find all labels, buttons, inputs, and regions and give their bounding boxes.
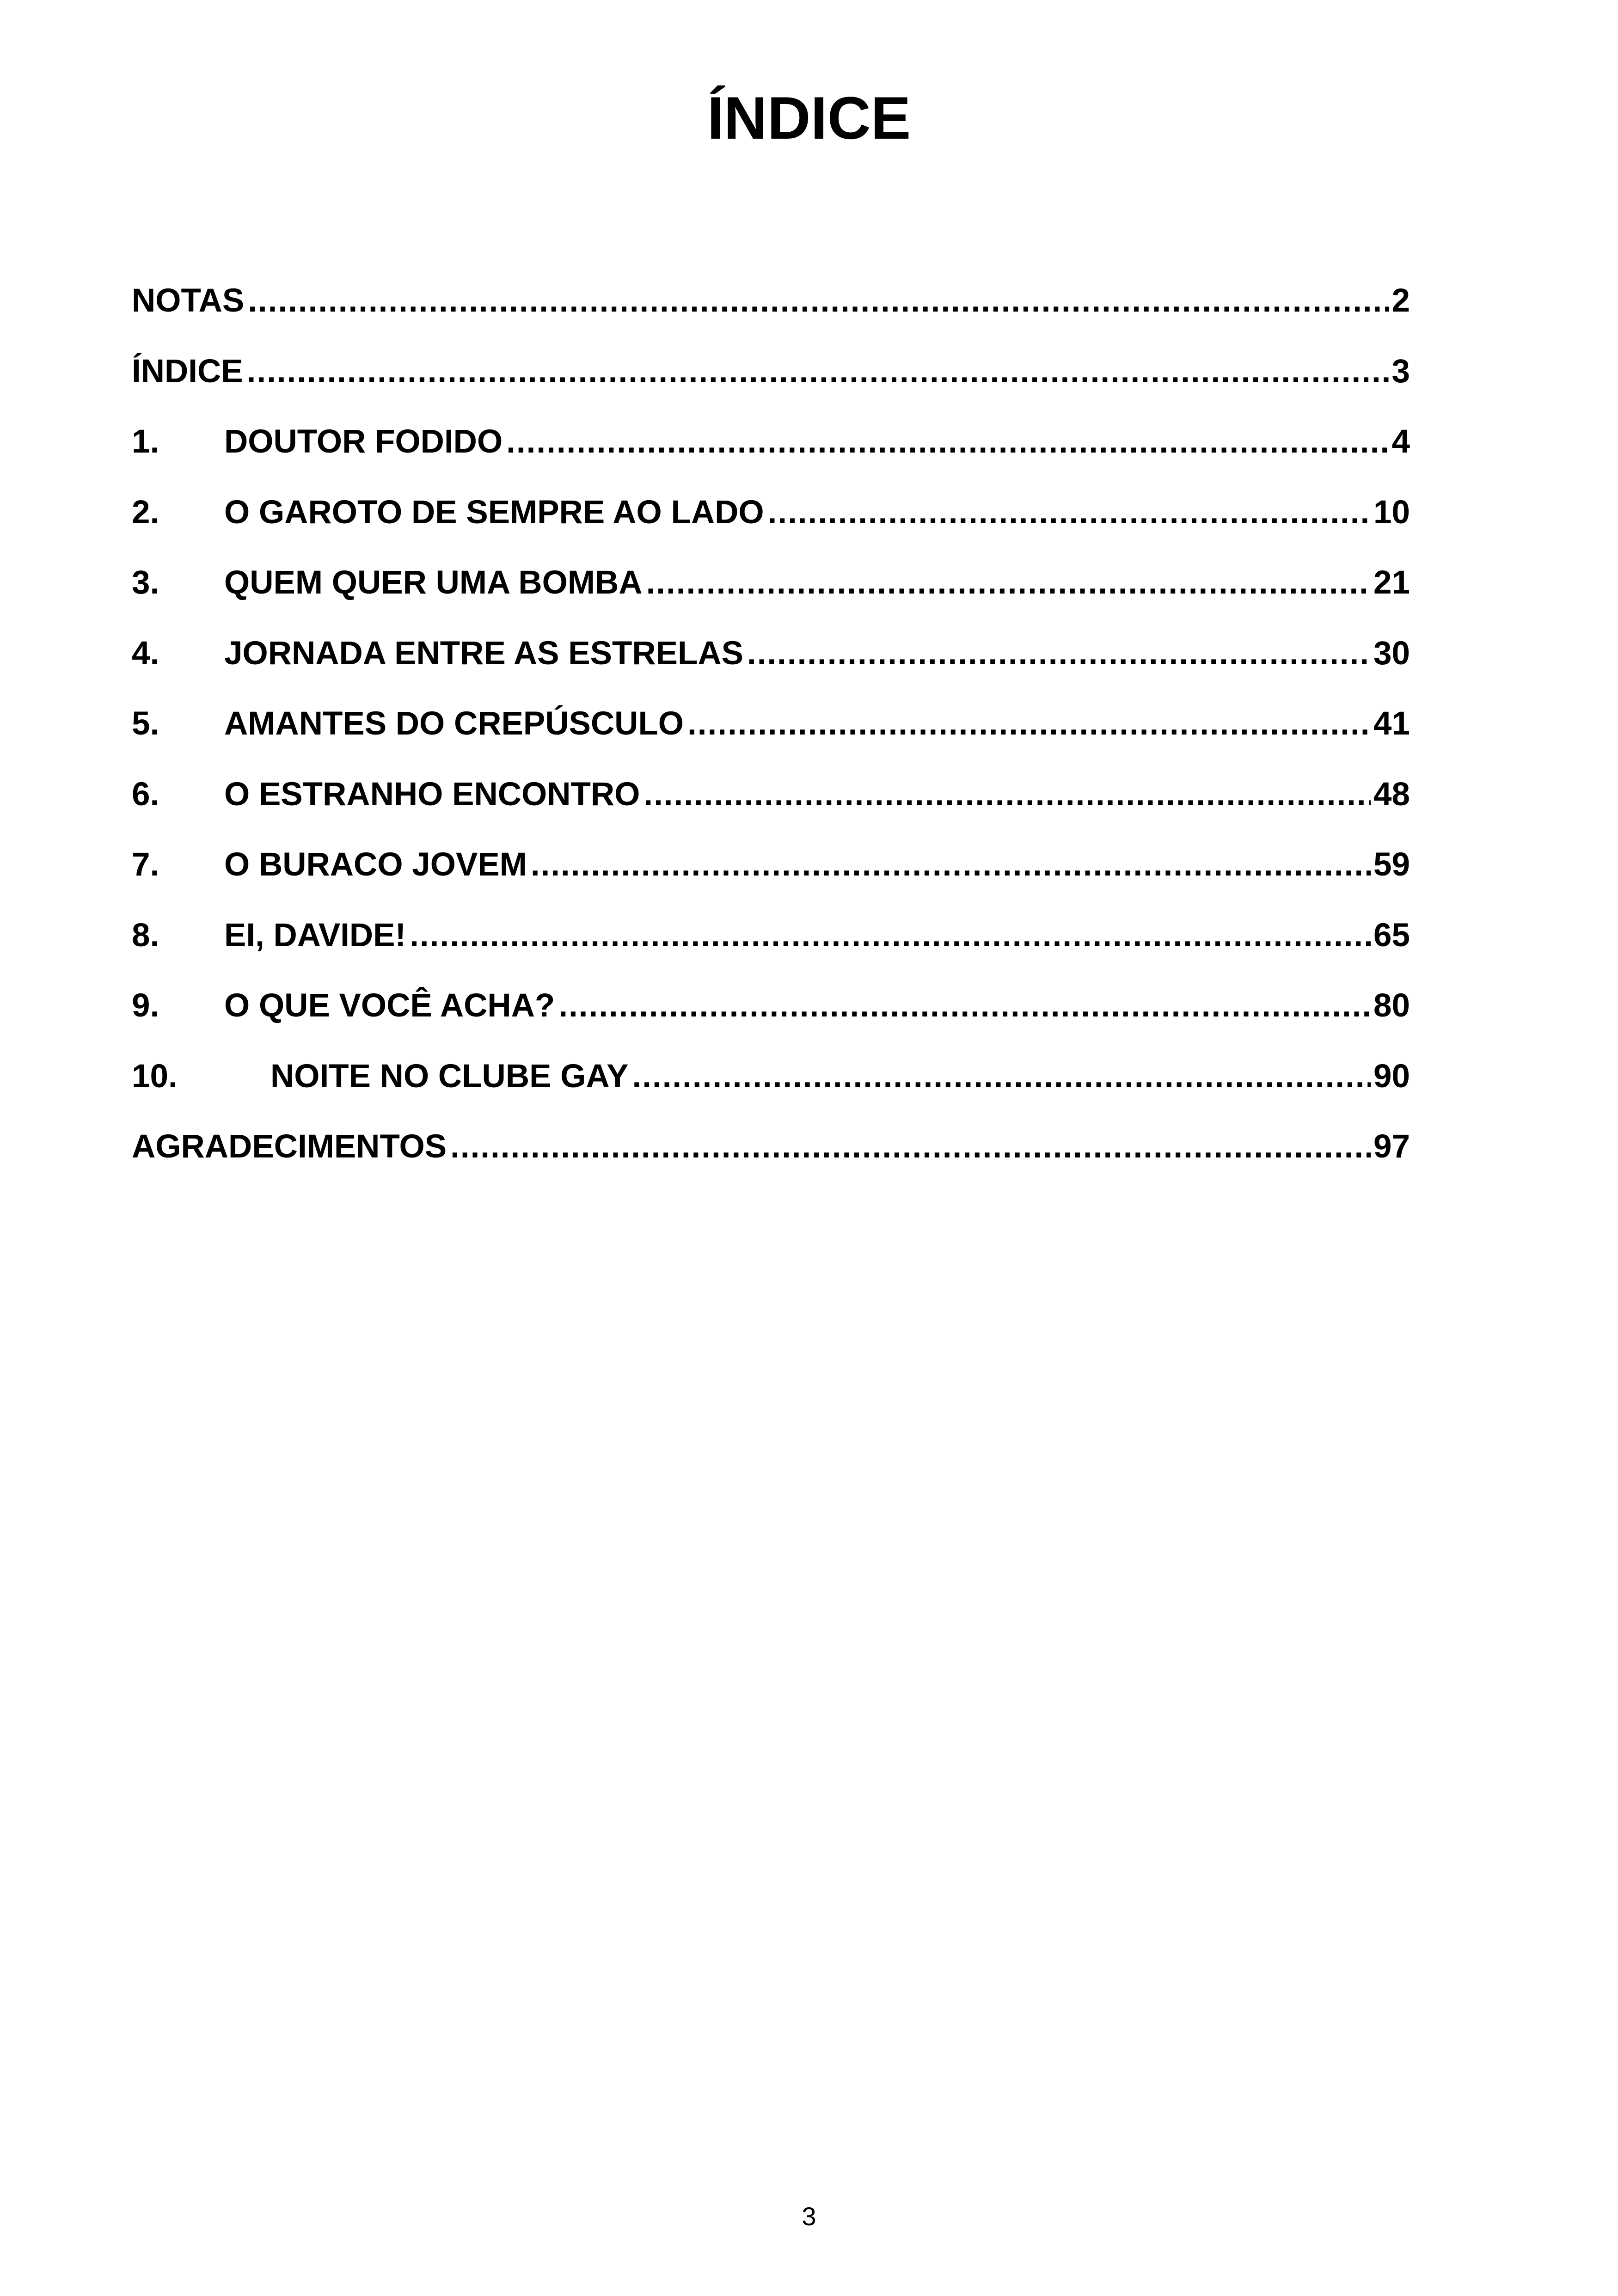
toc-entry-chapter-5[interactable]	[132, 705, 1410, 776]
table-of-contents	[132, 282, 1410, 1199]
toc-entry-page: 4	[1391, 423, 1410, 460]
toc-entry-number: 10.	[132, 1058, 178, 1095]
toc-entry-chapter-8[interactable]	[132, 917, 1410, 987]
toc-entry-page: 97	[1373, 1128, 1410, 1165]
toc-dot-leader	[558, 987, 1371, 1024]
toc-entry-number: 4.	[132, 635, 159, 672]
toc-dot-leader	[248, 282, 1389, 319]
toc-entry-notas[interactable]	[132, 282, 1410, 353]
toc-entry-label: ÍNDICE	[132, 353, 243, 390]
toc-entry-number: 8.	[132, 917, 159, 954]
toc-entry-label: AMANTES DO CREPÚSCULO	[224, 705, 684, 742]
toc-dot-leader	[768, 494, 1371, 531]
toc-entry-label: QUEM QUER UMA BOMBA	[224, 564, 643, 601]
toc-entry-page: 10	[1373, 494, 1410, 531]
toc-entry-page: 21	[1373, 564, 1410, 601]
toc-entry-chapter-2[interactable]	[132, 494, 1410, 564]
page-title: ÍNDICE	[707, 84, 911, 152]
toc-entry-number: 9.	[132, 987, 159, 1024]
toc-entry-page: 80	[1373, 987, 1410, 1024]
toc-entry-label: O ESTRANHO ENCONTRO	[224, 776, 640, 813]
toc-entry-number: 6.	[132, 776, 159, 813]
toc-dot-leader	[247, 353, 1389, 390]
toc-entry-label: DOUTOR FODIDO	[224, 423, 503, 460]
toc-entry-page: 59	[1373, 846, 1410, 883]
toc-entry-label: O GAROTO DE SEMPRE AO LADO	[224, 494, 764, 531]
toc-entry-chapter-9[interactable]	[132, 987, 1410, 1058]
toc-entry-number: 3.	[132, 564, 159, 601]
toc-entry-chapter-3[interactable]	[132, 564, 1410, 635]
toc-entry-number: 2.	[132, 494, 159, 531]
toc-entry-chapter-1[interactable]	[132, 423, 1410, 494]
toc-dot-leader	[632, 1058, 1371, 1095]
toc-entry-chapter-7[interactable]	[132, 846, 1410, 917]
toc-entry-page: 30	[1373, 635, 1410, 672]
page-number: 3	[802, 2202, 816, 2231]
toc-entry-chapter-4[interactable]	[132, 635, 1410, 705]
toc-dot-leader	[450, 1128, 1371, 1165]
toc-entry-page: 48	[1373, 776, 1410, 813]
toc-entry-label: O BURACO JOVEM	[224, 846, 527, 883]
toc-entry-page: 65	[1373, 917, 1410, 954]
toc-entry-label: EI, DAVIDE!	[224, 917, 406, 954]
toc-entry-number: 1.	[132, 423, 159, 460]
toc-dot-leader	[646, 564, 1371, 601]
toc-entry-number: 7.	[132, 846, 159, 883]
toc-dot-leader	[531, 846, 1371, 883]
toc-dot-leader	[506, 423, 1389, 460]
toc-entry-indice[interactable]	[132, 353, 1410, 423]
toc-entry-label: O QUE VOCÊ ACHA?	[224, 987, 555, 1024]
toc-entry-label: NOITE NO CLUBE GAY	[270, 1058, 629, 1095]
toc-entry-chapter-6[interactable]	[132, 776, 1410, 846]
toc-dot-leader	[644, 776, 1371, 813]
toc-entry-chapter-10[interactable]	[132, 1058, 1410, 1128]
toc-dot-leader	[410, 917, 1371, 954]
toc-entry-label: JORNADA ENTRE AS ESTRELAS	[224, 635, 743, 672]
toc-entry-page: 41	[1373, 705, 1410, 742]
toc-entry-agradecimentos[interactable]	[132, 1128, 1410, 1199]
toc-entry-page: 2	[1391, 282, 1410, 319]
toc-dot-leader	[747, 635, 1371, 672]
toc-entry-number: 5.	[132, 705, 159, 742]
toc-entry-label: NOTAS	[132, 282, 245, 319]
toc-entry-label: AGRADECIMENTOS	[132, 1128, 447, 1165]
toc-dot-leader	[687, 705, 1371, 742]
toc-entry-page: 90	[1373, 1058, 1410, 1095]
toc-entry-page: 3	[1391, 353, 1410, 390]
